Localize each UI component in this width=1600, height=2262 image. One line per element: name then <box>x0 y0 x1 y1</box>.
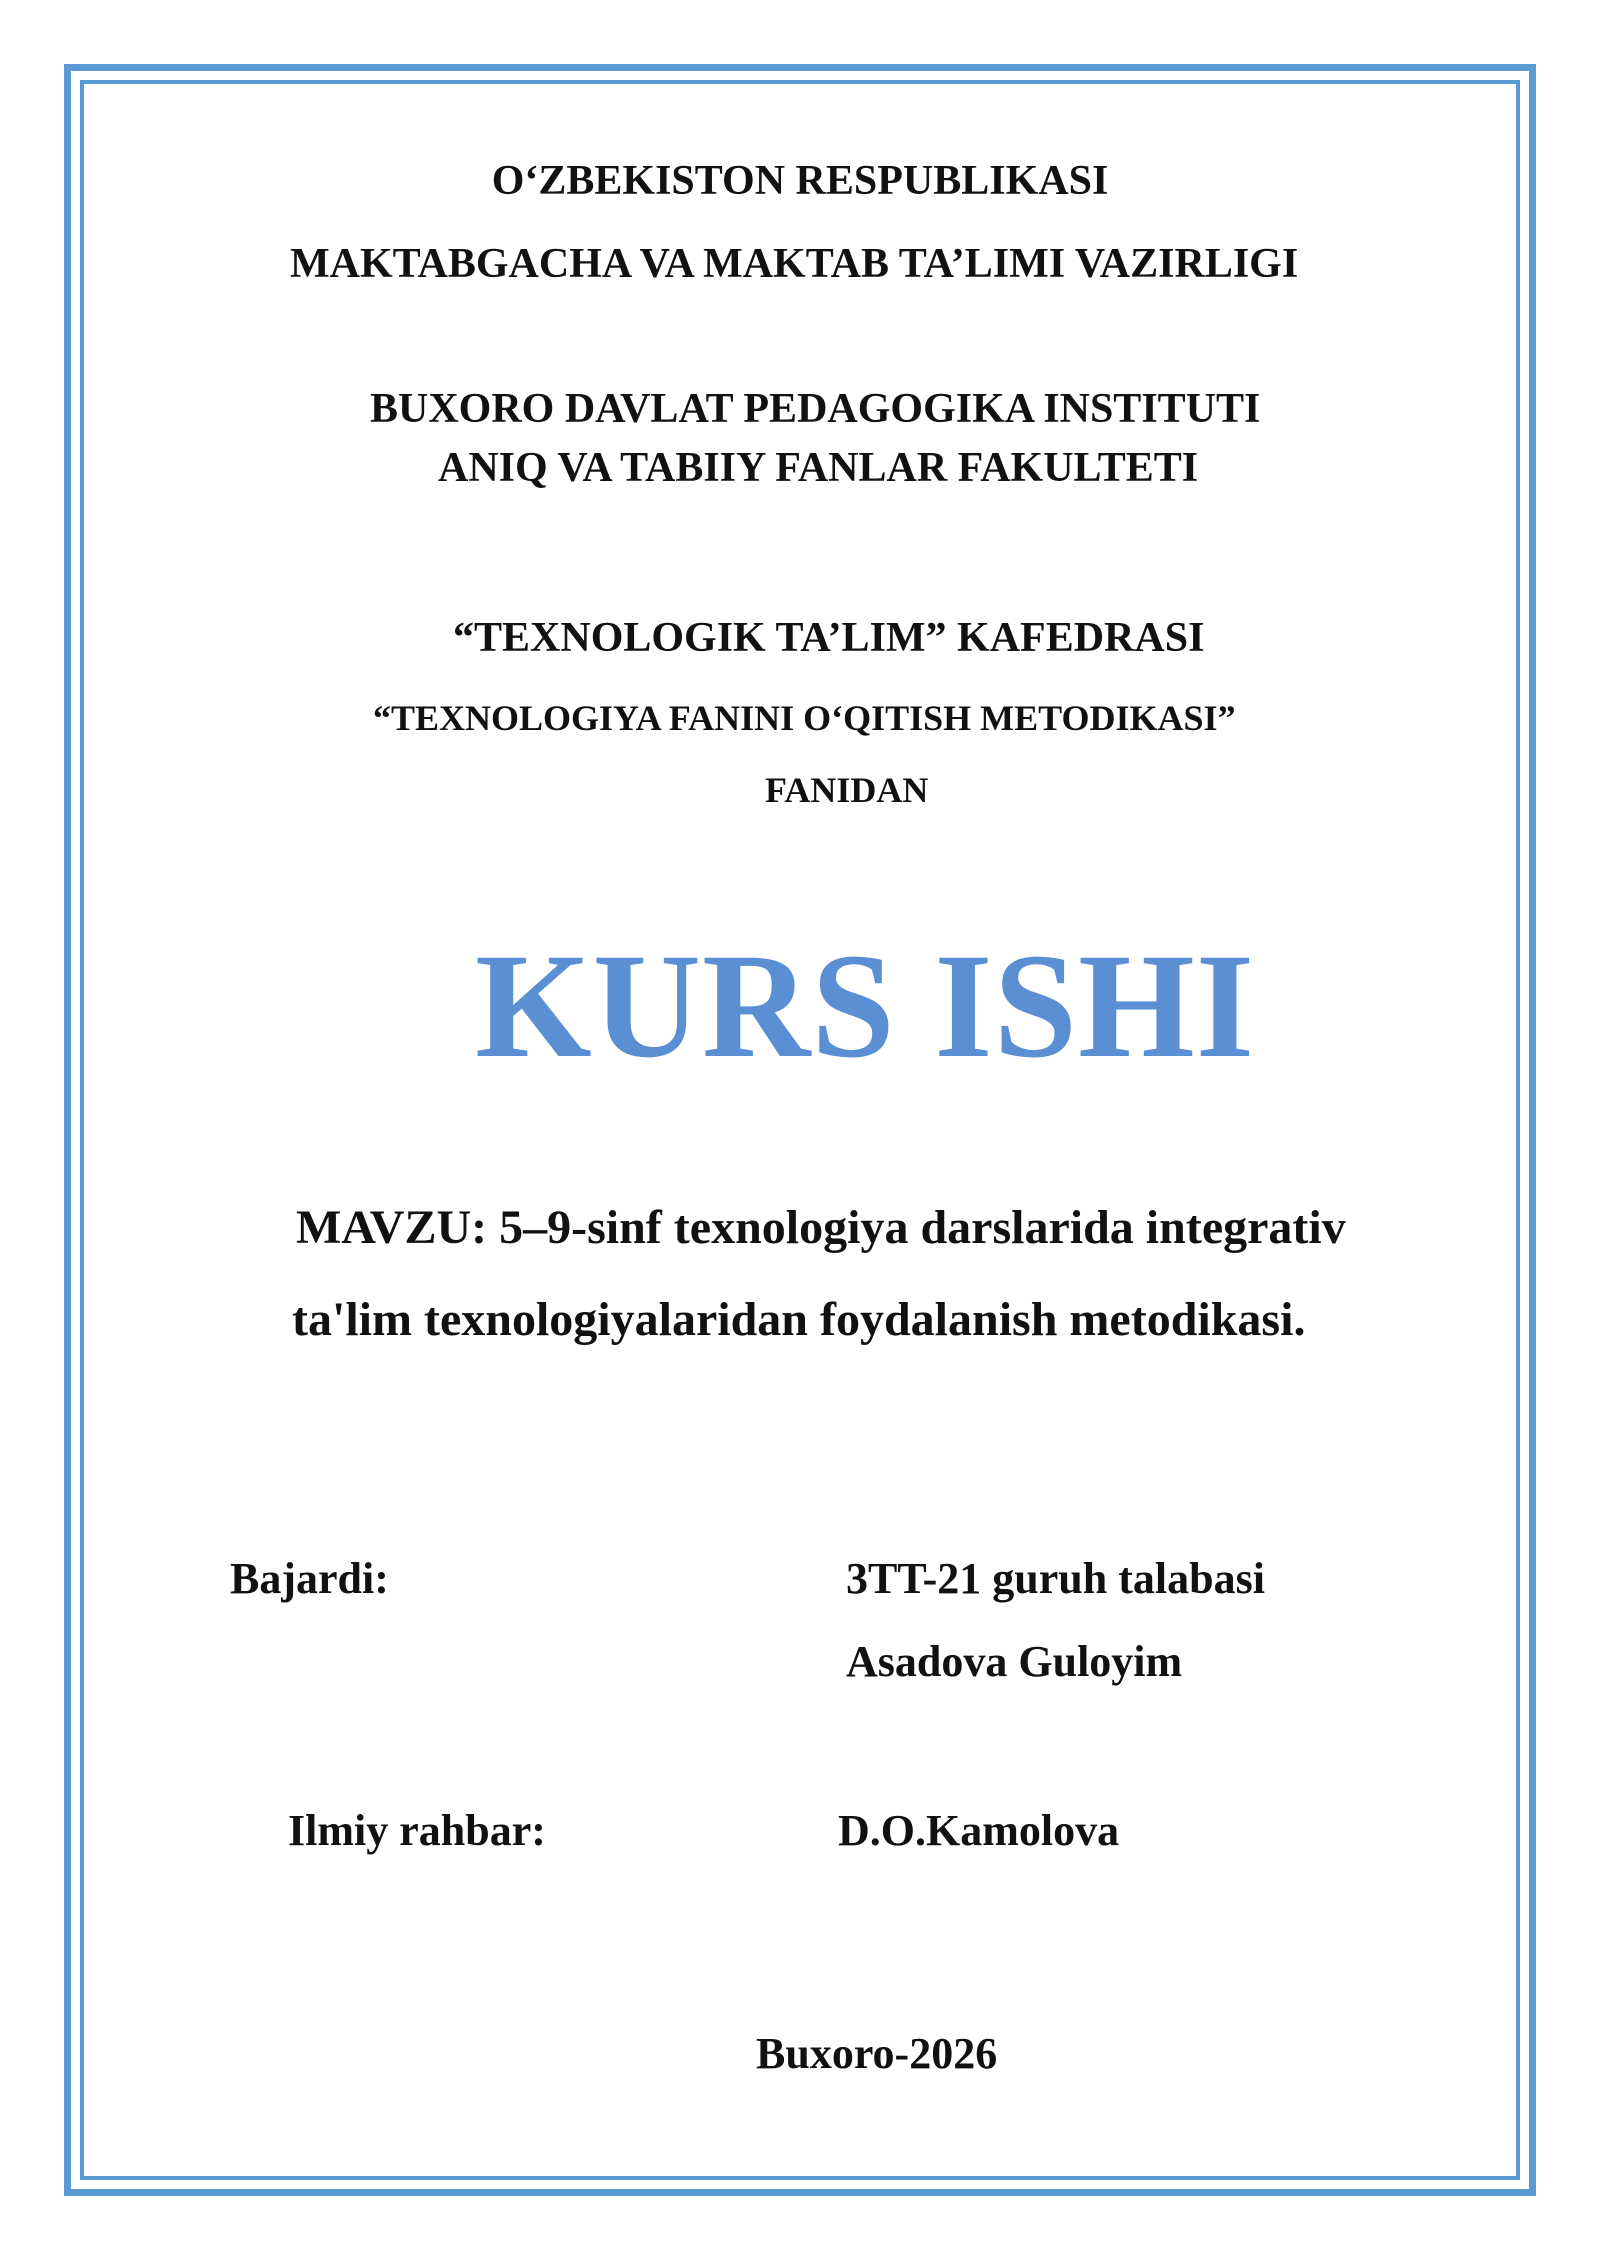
student-group: 3TT-21 guruh talabasi <box>846 1554 1265 1603</box>
department-heading: “TEXNOLOGIK TA’LIM” KAFEDRASI <box>453 615 1205 661</box>
subject-suffix: FANIDAN <box>765 770 929 810</box>
supervisor-label: Ilmiy rahbar: <box>288 1806 546 1855</box>
subject-heading: “TEXNOLOGIYA FANINI O‘QITISH METODIKASI” <box>373 698 1236 738</box>
performed-label: Bajardi: <box>230 1554 389 1603</box>
supervisor-name: D.O.Kamolova <box>838 1806 1120 1855</box>
ministry-heading: MAKTABGACHA VA MAKTAB TA’LIMI VAZIRLIGI <box>290 241 1299 287</box>
faculty-heading: ANIQ VA TABIIY FANLAR FAKULTETI <box>438 445 1199 491</box>
topic-line-1: MAVZU: 5–9-sinf texnologiya darslarida integrativ <box>296 1201 1346 1254</box>
topic-line-2: ta'lim texnologiyalaridan foydalanish metodikasi. <box>292 1293 1306 1346</box>
city-year: Buxoro-2026 <box>756 2029 998 2078</box>
document-title: KURS ISHI <box>475 923 1256 1089</box>
institute-heading: BUXORO DAVLAT PEDAGOGIKA INSTITUTI <box>370 386 1261 432</box>
country-heading: O‘ZBEKISTON RESPUBLIKASI <box>491 158 1109 204</box>
student-name: Asadova Guloyim <box>846 1637 1183 1686</box>
